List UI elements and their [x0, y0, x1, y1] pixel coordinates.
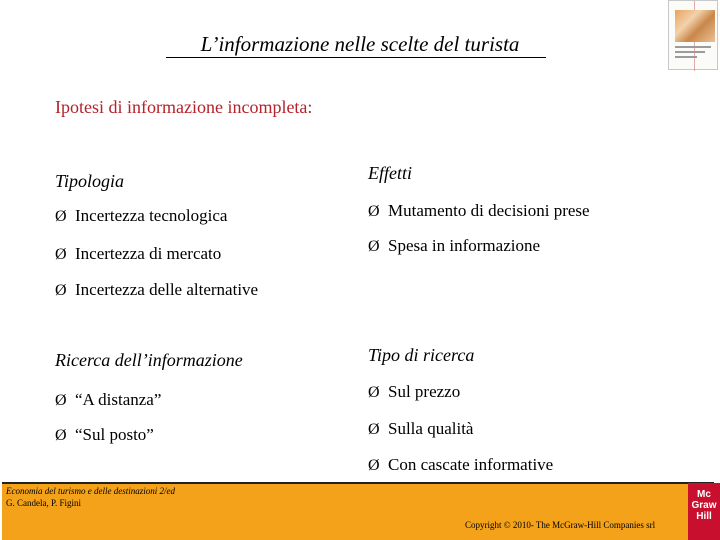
list-item: Ø Sulla qualità [368, 419, 474, 438]
heading-tipologia: Tipologia [55, 171, 125, 191]
arrow-bullet-icon: Ø [368, 238, 380, 255]
arrow-bullet-icon: Ø [368, 421, 380, 438]
arrow-bullet-icon: Ø [368, 203, 380, 220]
heading-effetti: Effetti [368, 163, 412, 183]
list-item: Ø Mutamento di decisioni prese [368, 201, 590, 220]
list-item: Ø Con cascate informative [368, 455, 554, 474]
arrow-bullet-icon: Ø [55, 246, 67, 263]
slide-title: L’informazione nelle scelte del turista [200, 32, 520, 56]
footer-copyright: Copyright © 2010- The McGraw-Hill Companies srl [465, 520, 656, 530]
heading-ricerca: Ricerca dell’informazione [55, 350, 243, 370]
title-underline [166, 57, 546, 58]
heading-tipo-ricerca: Tipo di ricerca [368, 345, 475, 365]
arrow-bullet-icon: Ø [55, 392, 67, 409]
subtitle: Ipotesi di informazione incompleta: [55, 97, 313, 117]
list-item: Ø Incertezza di mercato [55, 244, 222, 263]
list-item: Ø “Sul posto” [55, 425, 154, 444]
arrow-bullet-icon: Ø [368, 457, 380, 474]
list-item: Ø Incertezza delle alternative [55, 280, 259, 299]
arrow-bullet-icon: Ø [55, 282, 67, 299]
list-item: Ø “A distanza” [55, 390, 162, 409]
book-cover-thumbnail [668, 0, 718, 70]
list-item: Ø Incertezza tecnologica [55, 206, 228, 225]
arrow-bullet-icon: Ø [55, 427, 67, 444]
list-item: Ø Sul prezzo [368, 382, 461, 401]
footer-book-credit: Economia del turismo e delle destinazioni 2/ed G. Candela, P. Figini [6, 486, 175, 508]
arrow-bullet-icon: Ø [55, 208, 67, 225]
arrow-bullet-icon: Ø [368, 384, 380, 401]
list-item: Ø Spesa in informazione [368, 236, 541, 255]
mcgraw-hill-logo: Mc Graw Hill [688, 483, 720, 540]
